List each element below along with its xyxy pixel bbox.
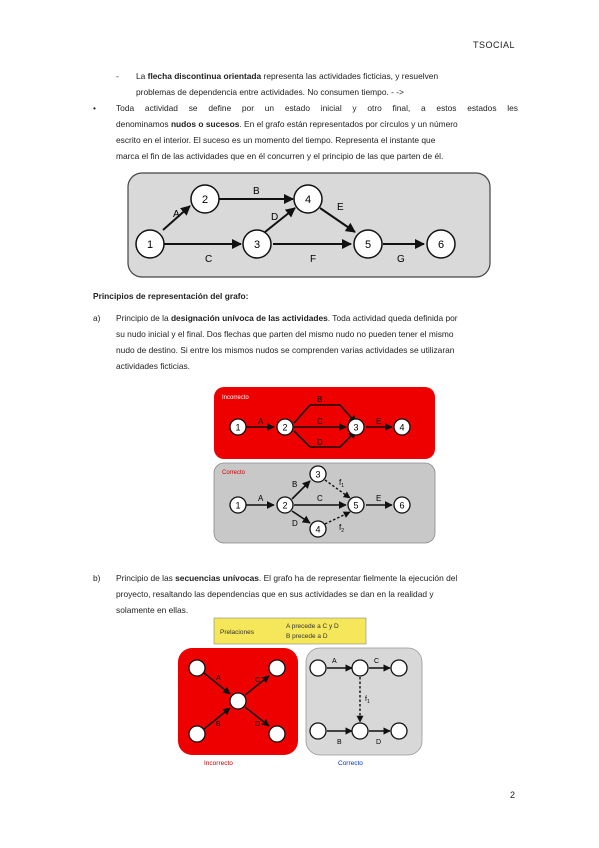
svg-text:3: 3 xyxy=(315,469,321,480)
principle-a-line-3: nudo de destino. Si entre los mismos nudos se comprenden varias actividades se utilizaran xyxy=(116,345,455,355)
principle-a-line-1 xyxy=(116,310,518,326)
dash-marker: - xyxy=(116,71,119,81)
graph-1-label: G xyxy=(397,254,405,265)
principle-b-line-3: solamente en ellas. xyxy=(116,605,189,615)
incorrect-node xyxy=(277,419,293,435)
prelaciones-label: Prelaciones xyxy=(220,629,254,636)
correct-sequence-node xyxy=(310,723,326,739)
bullet-1-pre: La xyxy=(136,71,148,81)
svg-text:1: 1 xyxy=(235,422,241,433)
correct-sequence-node xyxy=(391,660,407,676)
incorrect-node xyxy=(348,419,364,435)
principle-a-post: . Toda actividad queda definida por xyxy=(327,313,458,323)
correct-node xyxy=(310,466,326,482)
bullet-2-pre: denominamos xyxy=(116,119,171,129)
svg-text:2: 2 xyxy=(282,500,288,511)
graph-1-node xyxy=(191,185,219,213)
principle-b-bold: secuencias unívocas xyxy=(175,573,259,583)
graph-1-node xyxy=(243,230,271,258)
graph-1-label: D xyxy=(271,212,279,223)
correct-sequence-label: C xyxy=(374,658,380,665)
correct-sequence-node xyxy=(310,660,326,676)
bullet-2-line-2 xyxy=(116,116,518,132)
correct-sequence-node xyxy=(391,723,407,739)
fictitious-label-1: $f_1$ xyxy=(339,478,345,489)
incorrect-sequence-node xyxy=(230,693,246,709)
section-heading: Principios de representación del grafo: xyxy=(93,291,249,301)
graph-1-node xyxy=(136,230,164,258)
principle-b-pre: Principio de las xyxy=(116,573,176,583)
incorrect-node xyxy=(230,419,246,435)
correct-activity-label: A xyxy=(258,494,264,503)
graph-1-label: A xyxy=(173,209,180,220)
bullet-2-bold: nudos o sucesos xyxy=(170,119,240,129)
graph-1-label: F xyxy=(310,254,317,265)
incorrect-sequence-label: B xyxy=(216,721,221,728)
incorrect-activity-label: C xyxy=(317,417,323,426)
correct-node xyxy=(230,497,246,513)
svg-text:6: 6 xyxy=(437,239,445,251)
fictitious-label: $f_1$ xyxy=(365,696,370,705)
correct-node xyxy=(394,497,410,513)
incorrect-sequence-node xyxy=(189,660,205,676)
correct-node xyxy=(348,497,364,513)
prelacion-2: B precede a D xyxy=(286,633,328,640)
correct-sequence-node xyxy=(352,660,368,676)
activity-graph-1 xyxy=(125,170,495,280)
svg-text:1: 1 xyxy=(235,500,241,511)
principle-a-marker: a) xyxy=(93,313,101,323)
bullet-1-line-2: problemas de dependencia entre actividades. No consumen tiempo. - -> xyxy=(136,87,404,97)
correct-sequence-label: A xyxy=(332,658,337,665)
svg-text:5: 5 xyxy=(364,239,372,251)
principle-b-line-1 xyxy=(116,570,518,586)
graph-1-node xyxy=(427,230,455,258)
incorrect-activity-label: B xyxy=(317,395,323,404)
page-number: 2 xyxy=(509,790,515,800)
principle-b-line-2: proyecto, resaltando las dependencias que en sus actividades se dan en la realidad y xyxy=(116,589,434,599)
dot-marker: • xyxy=(93,103,96,113)
svg-text:4: 4 xyxy=(315,524,321,535)
incorrect-label: Incorrecto xyxy=(222,395,249,401)
incorrect-activity-label: A xyxy=(258,417,264,426)
correct-node xyxy=(310,521,326,537)
incorrect-sequence-node xyxy=(269,726,285,742)
correct-sequence-caption: Correcto xyxy=(338,760,363,767)
fictitious-label-2: $f_2$ xyxy=(339,523,345,534)
principle-a-line-2: su nudo inicial y el final. Dos flechas que parten del mismo nudo no pueden tener el mismo xyxy=(116,329,454,339)
svg-text:6: 6 xyxy=(399,500,405,511)
prelacion-1: A precede a C y D xyxy=(286,623,339,630)
principle-b-marker: b) xyxy=(93,573,101,583)
graph-1-label: E xyxy=(337,202,344,213)
graph-1-label: C xyxy=(205,254,213,265)
correct-sequence-label: D xyxy=(376,739,382,746)
principle-a-pre: Principio de la xyxy=(116,313,171,323)
svg-text:5: 5 xyxy=(353,500,359,511)
svg-text:4: 4 xyxy=(304,194,312,206)
incorrect-sequence-caption: Incorrecto xyxy=(204,760,233,767)
svg-text:3: 3 xyxy=(253,239,261,251)
svg-text:2: 2 xyxy=(201,194,209,206)
incorrect-sequence-label: A xyxy=(216,675,221,682)
incorrect-sequence-node xyxy=(269,660,285,676)
bullet-1-bold: flecha discontinua orientada xyxy=(147,71,262,81)
incorrect-activity-label: D xyxy=(317,438,323,447)
designation-diagram xyxy=(212,385,437,545)
correct-activity-label: B xyxy=(292,480,298,489)
bullet-2-line-3: escrito en el interior. El suceso es un momento del tiempo. Representa el instante que xyxy=(116,135,436,145)
header-title: TSOCIAL xyxy=(472,40,515,50)
svg-text:3: 3 xyxy=(353,422,359,433)
incorrect-sequence-label: D xyxy=(255,721,261,728)
svg-text:1: 1 xyxy=(146,239,154,251)
incorrect-sequence-label: C xyxy=(255,677,261,684)
bullet-2-line-1: Toda actividad se define por un estado inicial y otro final, a estos estados les xyxy=(116,103,518,113)
svg-text:4: 4 xyxy=(399,422,405,433)
graph-1-node xyxy=(354,230,382,258)
bullet-2-line-4: marca el fin de las actividades que en él concurren y el principio de las que parten de él. xyxy=(116,151,444,161)
correct-label: Correcto xyxy=(222,470,246,476)
bullet-2-post: . En el grafo están representados por círculos y un número xyxy=(239,119,458,129)
incorrect-activity-label: E xyxy=(376,417,382,426)
correct-sequence-node xyxy=(352,723,368,739)
incorrect-node xyxy=(394,419,410,435)
correct-activity-label: D xyxy=(292,519,298,528)
bullet-1-line-1 xyxy=(136,68,518,84)
principle-a-line-4: actividades ficticias. xyxy=(116,361,191,371)
correct-node xyxy=(277,497,293,513)
graph-1-node xyxy=(294,185,322,213)
principle-b-post: . El grafo ha de representar fielmente la ejecución del xyxy=(258,573,458,583)
sequence-diagram xyxy=(176,616,426,768)
graph-1-label: B xyxy=(253,186,260,197)
svg-text:2: 2 xyxy=(282,422,288,433)
bullet-1-post: representa las actividades ficticias, y resuelven xyxy=(261,71,439,81)
principle-a-bold: designación unívoca de las actividades xyxy=(170,313,328,323)
correct-activity-label: E xyxy=(376,494,382,503)
incorrect-sequence-node xyxy=(189,726,205,742)
correct-sequence-label: B xyxy=(337,739,342,746)
correct-activity-label: C xyxy=(317,494,323,503)
